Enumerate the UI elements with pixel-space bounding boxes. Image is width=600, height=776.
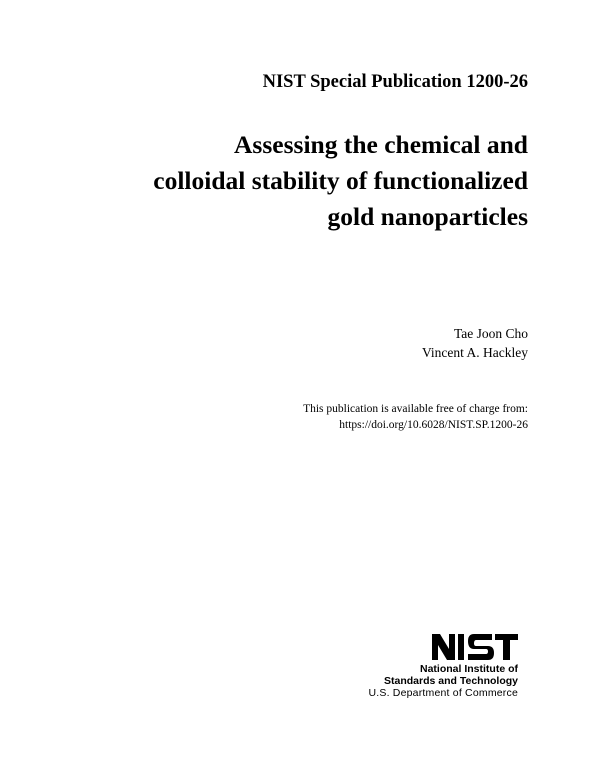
author-name: Vincent A. Hackley: [421, 345, 528, 360]
nist-org-line: National Institute of: [420, 663, 518, 675]
title-line-3: gold nanoparticles: [327, 202, 528, 231]
doi-link[interactable]: https://doi.org/10.6028/NIST.SP.1200-26: [339, 418, 528, 431]
nist-logo-icon: [432, 634, 518, 660]
availability-text: This publication is available free of charge from:: [303, 403, 528, 415]
nist-logo: [358, 634, 518, 699]
nist-department: U.S. Department of Commerce: [368, 687, 518, 699]
title-line-1: Assessing the chemical and: [234, 130, 528, 159]
availability-note: [303, 402, 528, 433]
author-list: [422, 324, 528, 362]
publication-series: NIST Special Publication 1200-26: [262, 72, 528, 92]
nist-org-line: Standards and Technology: [384, 675, 518, 687]
publication-title: [153, 127, 528, 235]
title-line-2: colloidal stability of functionalized: [153, 166, 528, 195]
author-name: Tae Joon Cho: [453, 326, 528, 341]
